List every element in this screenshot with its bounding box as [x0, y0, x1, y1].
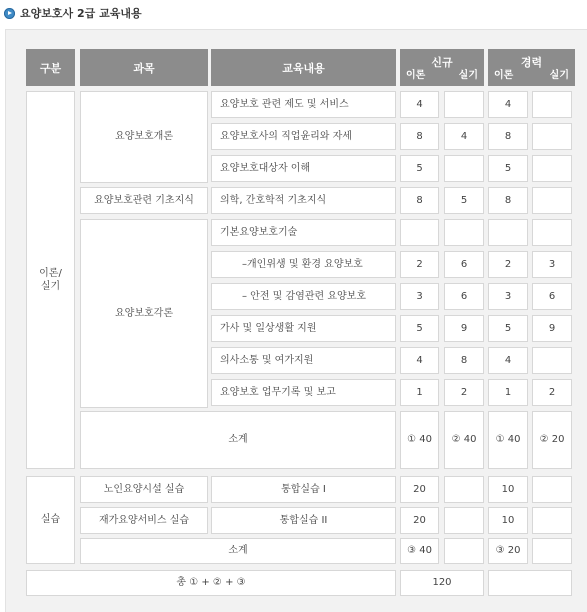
cell-new-practice	[444, 476, 484, 503]
cell-new-practice: 6	[444, 251, 484, 278]
subtotal-label: 소계	[80, 411, 396, 469]
cell-career-theory: 10	[488, 507, 528, 534]
header-new-label: 신규	[431, 56, 453, 69]
practicum-content: 통합실습 II	[211, 507, 396, 534]
cell-new-practice: 2	[444, 379, 484, 406]
cell-new-practice	[444, 219, 484, 246]
cell-new-practice: 5	[444, 187, 484, 214]
cell-career-practice: 6	[532, 283, 572, 310]
table-row-content: – 안전 및 감염관련 요양보호	[211, 283, 396, 310]
practicum-subtotal-new-theory: ③ 40	[400, 538, 439, 564]
table-row-content: 요양보호 관련 제도 및 서비스	[211, 91, 396, 118]
cell-career-theory: 8	[488, 123, 528, 150]
curriculum-table	[5, 29, 587, 612]
cell-career-practice	[532, 347, 572, 374]
cell-career-practice	[532, 476, 572, 503]
cell-new-practice: 8	[444, 347, 484, 374]
cell-new-theory: 8	[400, 187, 439, 214]
subject-care-detail: 요양보호각론	[80, 219, 208, 408]
cell-career-practice	[532, 187, 572, 214]
cell-new-practice	[444, 91, 484, 118]
subject-basic-knowledge: 요양보호관련 기초지식	[80, 187, 208, 214]
cell-career-theory	[488, 219, 528, 246]
page-title	[4, 5, 142, 21]
total-label: 총 ① + ② + ③	[26, 570, 396, 596]
subtotal-career-theory: ① 40	[488, 411, 528, 469]
cell-new-practice	[444, 155, 484, 182]
practicum-subtotal-career-theory: ③ 20	[488, 538, 528, 564]
header-new	[400, 49, 484, 86]
practicum-subtotal-label: 소계	[80, 538, 396, 564]
subject-care-intro: 요양보호개론	[80, 91, 208, 183]
cell-new-theory: 4	[400, 347, 439, 374]
cell-career-theory: 10	[488, 476, 528, 503]
cell-new-practice: 9	[444, 315, 484, 342]
cell-new-practice	[444, 507, 484, 534]
practicum-subject: 노인요양시설 실습	[80, 476, 208, 503]
header-career-practice: 실기	[549, 70, 569, 81]
cell-new-theory: 4	[400, 91, 439, 118]
table-row-content: 가사 및 일상생활 지원	[211, 315, 396, 342]
cell-career-practice: 3	[532, 251, 572, 278]
cell-new-theory: 1	[400, 379, 439, 406]
table-row-content: 의사소통 및 여가지원	[211, 347, 396, 374]
cell-new-theory: 5	[400, 315, 439, 342]
cell-career-theory: 3	[488, 283, 528, 310]
header-gubun: 구분	[26, 49, 75, 86]
practicum-content: 통합실습 I	[211, 476, 396, 503]
section-theory-practice-label: 이론/ 실기	[26, 91, 75, 469]
cell-new-theory	[400, 219, 439, 246]
total-career	[488, 570, 572, 596]
table-row-content: 의학, 간호학적 기초지식	[211, 187, 396, 214]
cell-career-practice	[532, 123, 572, 150]
header-subject: 과목	[80, 49, 208, 86]
cell-career-practice	[532, 507, 572, 534]
subtotal-new-practice: ② 40	[444, 411, 484, 469]
section-practicum-label: 실습	[26, 476, 75, 564]
practicum-subtotal-new-practice	[444, 538, 484, 564]
cell-new-theory: 20	[400, 476, 439, 503]
header-career	[488, 49, 575, 86]
cell-new-theory: 20	[400, 507, 439, 534]
subtotal-new-theory: ① 40	[400, 411, 439, 469]
cell-career-theory: 1	[488, 379, 528, 406]
cell-career-theory: 5	[488, 155, 528, 182]
cell-career-theory: 2	[488, 251, 528, 278]
cell-career-theory: 8	[488, 187, 528, 214]
cell-new-theory: 8	[400, 123, 439, 150]
header-career-theory: 이론	[494, 70, 514, 81]
header-content: 교육내용	[211, 49, 396, 86]
cell-career-theory: 5	[488, 315, 528, 342]
header-career-label: 경력	[520, 56, 543, 69]
total-new: 120	[400, 570, 484, 596]
cell-new-theory: 5	[400, 155, 439, 182]
header-new-theory: 이론	[406, 70, 426, 81]
practicum-subtotal-career-practice	[532, 538, 572, 564]
bullet-arrow-icon	[4, 8, 15, 19]
subtotal-career-practice: ② 20	[532, 411, 572, 469]
table-row-content: 기본요양보호기술	[211, 219, 396, 246]
cell-new-practice: 4	[444, 123, 484, 150]
table-row-content: 요양보호대상자 이해	[211, 155, 396, 182]
cell-career-theory: 4	[488, 347, 528, 374]
cell-career-theory: 4	[488, 91, 528, 118]
table-row-content: 요양보호 업무기록 및 보고	[211, 379, 396, 406]
cell-new-practice: 6	[444, 283, 484, 310]
practicum-subject: 재가요양서비스 실습	[80, 507, 208, 534]
table-row-content: –개인위생 및 환경 요양보호	[211, 251, 396, 278]
cell-career-practice: 2	[532, 379, 572, 406]
cell-career-practice	[532, 155, 572, 182]
table-row-content: 요양보호사의 직업윤리와 자세	[211, 123, 396, 150]
cell-career-practice	[532, 91, 572, 118]
cell-career-practice	[532, 219, 572, 246]
cell-career-practice: 9	[532, 315, 572, 342]
header-new-practice: 실기	[458, 70, 478, 81]
cell-new-theory: 2	[400, 251, 439, 278]
page-title-text: 요양보호사 2급 교육내용	[20, 7, 142, 20]
cell-new-theory: 3	[400, 283, 439, 310]
